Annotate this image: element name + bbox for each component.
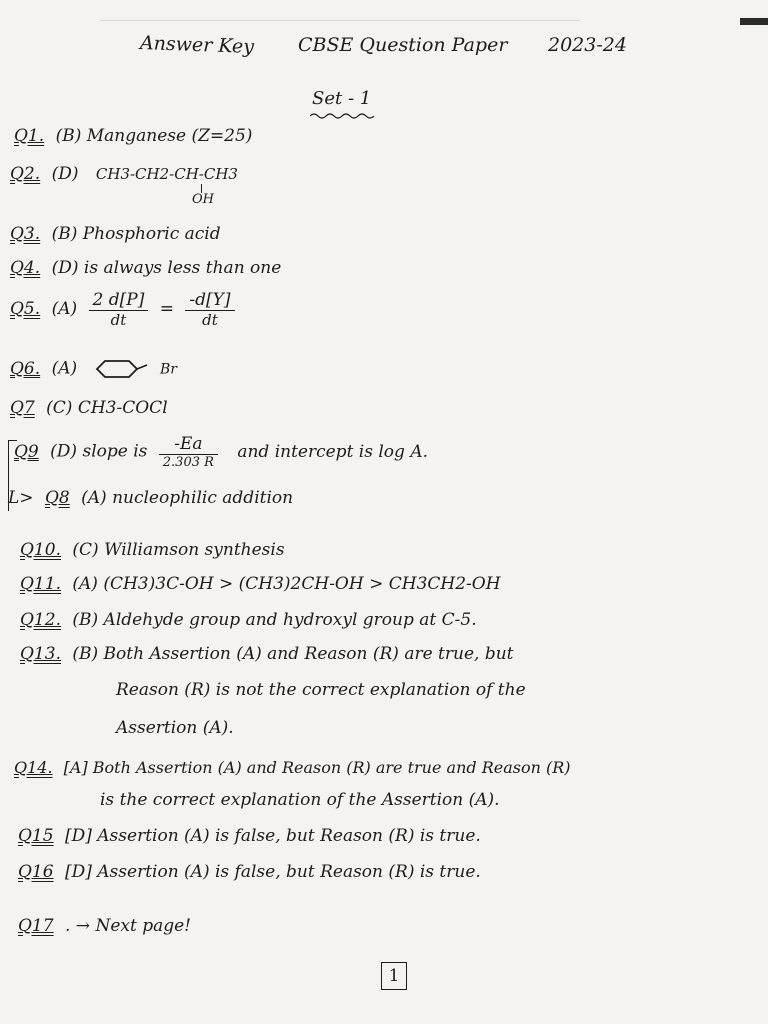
question-number: Q9	[14, 441, 39, 462]
answer-text: . → Next page!	[64, 916, 191, 936]
question-number: Q14.	[14, 758, 53, 777]
answer-q8	[8, 488, 293, 508]
equals-sign: =	[159, 299, 174, 319]
answer-text-line1: (B) Both Assertion (A) and Reason (R) are true, but	[72, 644, 514, 664]
question-number: Q16	[18, 862, 54, 882]
question-number: Q7	[10, 398, 35, 418]
answer-text: (C) Williamson synthesis	[72, 540, 285, 560]
question-number: Q4.	[10, 258, 41, 278]
answer-q13	[20, 644, 514, 664]
answer-q12	[20, 610, 477, 630]
question-number: Q2.	[10, 164, 41, 184]
answer-option: (D) slope is	[50, 441, 148, 462]
question-number: Q17	[18, 916, 54, 936]
answer-option: (D)	[51, 164, 79, 184]
answer-q13-line2: Reason (R) is not the correct explanation of the	[116, 680, 526, 700]
answer-text-line1: [A] Both Assertion (A) and Reason (R) are true and Reason (R)	[63, 758, 571, 777]
question-number: Q8	[44, 488, 70, 508]
hydroxyl-label: OH	[192, 192, 214, 207]
answer-text: (B) Phosphoric acid	[51, 224, 221, 244]
fraction-slope	[159, 434, 218, 470]
top-rule	[100, 20, 580, 21]
answer-q1	[14, 126, 252, 146]
cyclohexane-ring-icon	[93, 358, 155, 380]
answer-text: (A) nucleophilic addition	[81, 488, 294, 508]
question-number: Q3.	[10, 224, 41, 244]
answer-text: (A) (CH3)3C-OH > (CH3)2CH-OH > CH3CH2-OH	[72, 574, 501, 594]
page-number: 1	[381, 962, 407, 990]
answer-q5	[10, 290, 241, 329]
answer-q3	[10, 224, 221, 244]
arrow-mark: L>	[8, 488, 34, 508]
fraction-numerator: 2 d[P]	[89, 290, 149, 311]
set-underline-squiggle	[310, 112, 374, 120]
answer-option: (A)	[51, 358, 78, 379]
question-number: Q10.	[20, 540, 61, 560]
title-year: 2023-24	[548, 34, 627, 56]
fraction-lhs	[89, 290, 149, 329]
answer-q16	[18, 862, 481, 882]
bromo-group-label: Br	[159, 361, 177, 378]
answer-text: (C) CH3-COCl	[46, 398, 168, 418]
answer-text: (B) Aldehyde group and hydroxyl group at C-5.	[72, 610, 477, 630]
answer-q4	[10, 258, 281, 278]
question-number: Q13.	[20, 644, 61, 664]
answer-text: (B) Manganese (Z=25)	[55, 126, 253, 146]
answer-q7	[10, 398, 168, 418]
question-number: Q5.	[10, 299, 41, 319]
fraction-denominator: 2.303 R	[162, 455, 214, 470]
fraction-numerator: -d[Y]	[185, 290, 234, 311]
answer-text: [D] Assertion (A) is false, but Reason (R) is true.	[64, 826, 481, 846]
formula-text: CH3-CH2-CH-CH3	[95, 165, 238, 183]
answer-q10	[20, 540, 285, 560]
answer-text: (D) is always less than one	[51, 258, 282, 278]
question-number: Q12.	[20, 610, 61, 630]
fraction-rhs	[185, 290, 234, 329]
fraction-numerator: -Ea	[159, 434, 218, 455]
title-answer-key: Answer Key	[139, 32, 255, 58]
answer-option: (A)	[51, 299, 78, 319]
answer-tail: and intercept is log A.	[237, 441, 429, 462]
title-paper: CBSE Question Paper	[298, 34, 508, 56]
answer-q9	[14, 434, 428, 470]
answer-q13-line3: Assertion (A).	[116, 718, 234, 738]
question-number: Q11.	[20, 574, 61, 594]
answer-text: [D] Assertion (A) is false, but Reason (R) is true.	[64, 862, 481, 882]
page-edge-mark	[740, 18, 768, 25]
answer-q14-line2: is the correct explanation of the Assertion (A).	[100, 790, 500, 810]
question-number: Q15	[18, 826, 54, 846]
set-label: Set - 1	[312, 88, 372, 109]
answer-q6	[10, 358, 177, 380]
answer-q2	[10, 164, 238, 184]
answer-q17	[18, 916, 191, 936]
answer-q15	[18, 826, 481, 846]
fraction-denominator: dt	[202, 311, 218, 329]
question-number: Q6.	[10, 358, 41, 379]
answer-q14	[14, 758, 571, 777]
fraction-denominator: dt	[110, 311, 127, 329]
answer-q11	[20, 574, 501, 594]
question-number: Q1.	[14, 126, 45, 146]
